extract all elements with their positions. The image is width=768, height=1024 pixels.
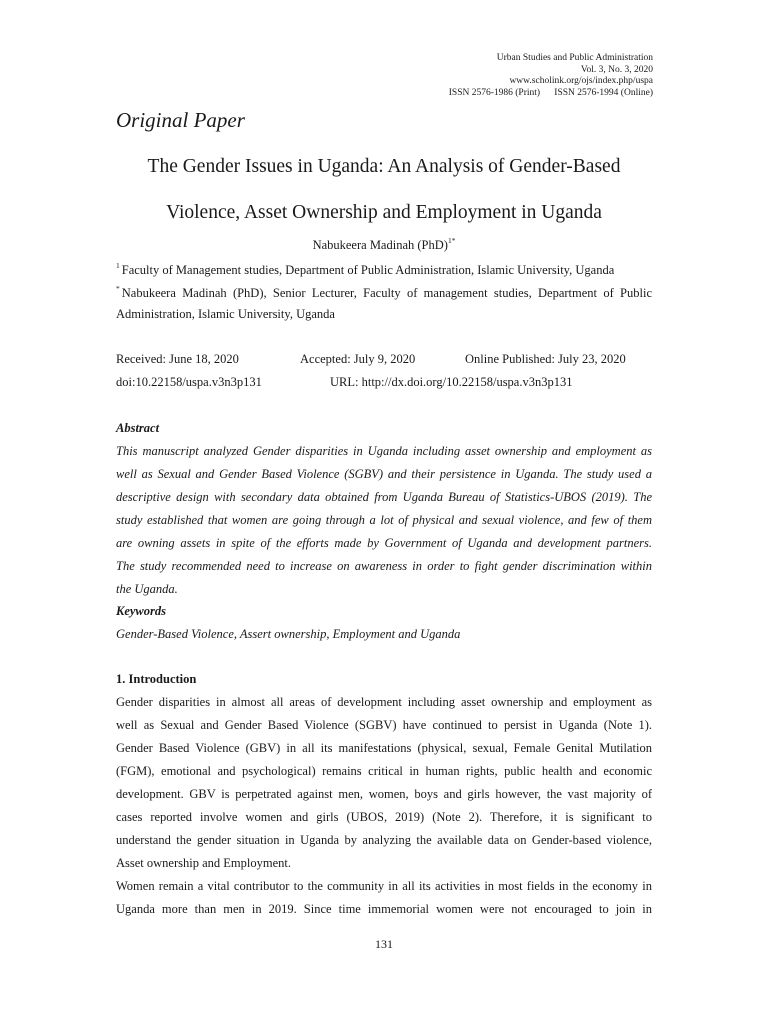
affiliation-2-line-2: Administration, Islamic University, Uganda (116, 307, 335, 321)
abstract-line: study established that women are going through a lot of physical and sexual violence, and few of them (116, 513, 652, 527)
abstract-line: are owning assets in spite of the efforts made by Government of Uganda and development partners. (116, 536, 652, 550)
author-line (0, 236, 768, 253)
author-name: Nabukeera Madinah (PhD) (312, 238, 448, 252)
abstract-heading: Abstract (116, 421, 160, 435)
body-line: Gender Based Violence (GBV) in all its manifestations (physical, sexual, Female Genital Mutilation (116, 741, 652, 755)
affiliation-2 (116, 284, 652, 301)
abstract-line: This manuscript analyzed Gender disparities in Uganda including asset ownership and employment as (116, 444, 652, 458)
body-line: Asset ownership and Employment. (116, 856, 291, 870)
abstract-line: descriptive design with secondary data obtained from Uganda Bureau of Statistics-UBOS (2019). The (116, 490, 652, 504)
abstract-line: well as Sexual and Gender Based Violence (SGBV) and their persistence in Uganda. The study used a (116, 467, 652, 481)
paper-title-line-1: The Gender Issues in Uganda: An Analysis of Gender-Based (147, 156, 621, 177)
journal-name: Urban Studies and Public Administration (496, 53, 653, 63)
journal-issn: ISSN 2576-1986 (Print) ISSN 2576-1994 (Online) (448, 87, 653, 98)
accepted-date: Accepted: July 9, 2020 (300, 352, 416, 366)
received-date: Received: June 18, 2020 (116, 352, 239, 366)
body-line: Gender disparities in almost all areas of development including asset ownership and employment as (116, 695, 652, 709)
body-line: well as Sexual and Gender Based Violence (SGBV) have continued to persist in Uganda (Note 1). (116, 718, 652, 732)
keywords-heading: Keywords (116, 604, 166, 618)
body-line: (FGM), emotional and psychological) remains critical in human rights, public health and economic (116, 764, 652, 778)
body-line: understand the gender situation in Uganda by analyzing the available data on Gender-based violence, (116, 833, 652, 847)
author-superscript: 1* (447, 236, 456, 245)
affiliation-2-mark: * (116, 284, 120, 293)
body-line: cases reported involve women and girls (UBOS, 2019) (Note 2). Therefore, it is significant to (116, 810, 652, 824)
journal-url[interactable]: www.scholink.org/ojs/index.php/uspa (509, 76, 653, 86)
abstract-line: The study recommended need to increase on awareness in order to fight gender discrimination within (116, 559, 652, 573)
affiliation-1 (116, 261, 652, 278)
journal-header (449, 53, 653, 99)
abstract-line: the Uganda. (116, 582, 178, 596)
affiliation-1-mark: 1 (116, 261, 120, 270)
affiliation-2-text-line-1: Nabukeera Madinah (PhD), Senior Lecturer, Faculty of management studies, Department of Public (121, 286, 652, 300)
body-line: Women remain a vital contributor to the community in all its activities in most fields in the economy in (116, 879, 652, 893)
doi: doi:10.22158/uspa.v3n3p131 (116, 375, 262, 389)
paper-type-label: Original Paper (116, 108, 245, 132)
body-line: Uganda more than men in 2019. Since time immemorial women were not encouraged to join in (116, 902, 652, 916)
introduction-heading: 1. Introduction (116, 672, 197, 686)
journal-volume: Vol. 3, No. 3, 2020 (580, 64, 653, 75)
paper-title-line-2: Violence, Asset Ownership and Employment in Uganda (166, 202, 602, 223)
body-line: development. GBV is perpetrated against men, women, boys and girls however, the vast majority of (116, 787, 652, 801)
published-date: Online Published: July 23, 2020 (465, 352, 626, 366)
doi-url[interactable]: URL: http://dx.doi.org/10.22158/uspa.v3n3p131 (330, 375, 573, 389)
affiliation-1-text: Faculty of Management studies, Department of Public Administration, Islamic University, Uganda (121, 263, 615, 277)
page-number: 131 (375, 937, 393, 951)
keywords-text: Gender-Based Violence, Assert ownership, Employment and Uganda (116, 627, 461, 641)
